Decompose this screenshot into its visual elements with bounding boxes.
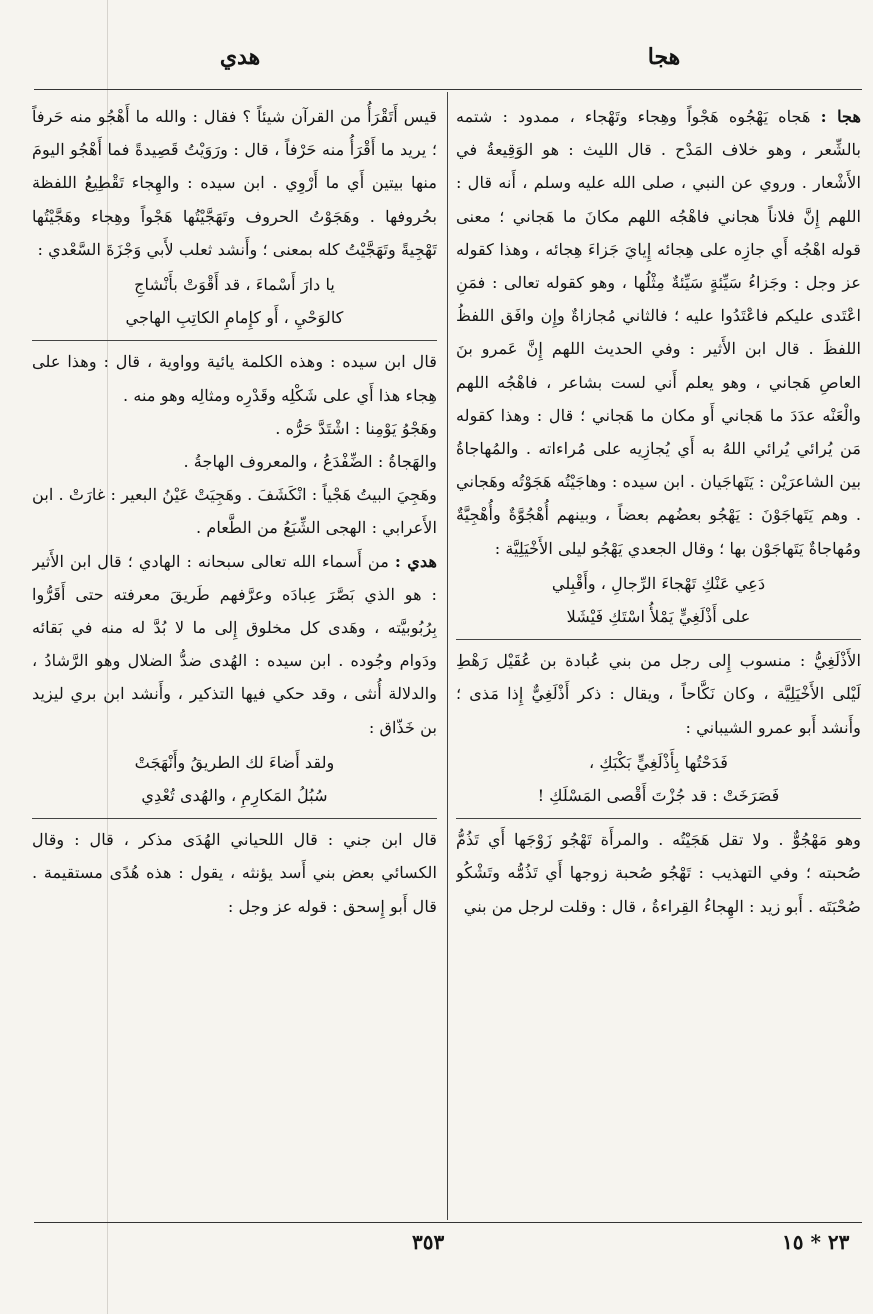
paragraph: وهو مَهْجُوٌّ . ولا تقل هَجَيْتُه . والمرأَة تَهْجُو زَوْجَها أَي تَذُمُّ صُحبته ؛ وفي التهذيب : تَهْجُو صُحبة زوجها أَي تَذُمُّه وتَشْكُو صُحْبَتَه . أَبو زيد : الهِجاءُ القِراءةُ ، قال : وقلت لرجل من بني: [456, 830, 861, 916]
entry-hdy-text: من أَسماء الله تعالى سبحانه : الهادي ؛ قال ابن الأَثير : هو الذي بَصَّرَ عِبادَه وعرَّفهم طَريقَ معرفته حتى أَقَرُّوا بِرُبُوبيَّته ، وهَدى كل مخلوق إِلى ما لا بُدَّ له منه في بَقائه ودَوام وجُوده . ابن سيده : الهُدى ضدُّ الضلال وهو الرَّشادُ ، والدلالة أُنثى ، وقد حكي فيها التذكير ، وأَنشد ابن بري ليزيد بن خَذّاق :: [32, 551, 437, 737]
header-guide-word-left: هدي: [219, 44, 261, 70]
column-divider: [447, 92, 448, 1220]
paragraph: الأَذْلَغِيُّ : منسوب إِلى رجل من بني عُبادة بن عُقَيْل رَهْطِ لَيْلى الأَخْيَلِيَّة ، وكان نَكَّاحاً ، ويقال : ذكر أَذْلَغِيٌّ إِذا مَذى ؛ وأَنشد أَبو عمرو الشيباني :: [456, 651, 861, 737]
section-rule: [32, 340, 437, 341]
top-rule: [34, 89, 862, 90]
printer-signature: ٢٣ * ١٥: [782, 1230, 850, 1254]
page-number: ٣٥٣: [412, 1230, 445, 1254]
entry-headword-hdy: هدي :: [394, 551, 437, 571]
entry-hja-text: هَجاه يَهْجُوه هَجْواً وهِجاء وتَهْجاء ، ممدود : شتمه بالشِّعر ، وهو خلاف المَدْح . قال الليث : هو الوَقِيعةُ في الأَشْعار . وروي عن النبي ، صلى الله عليه وسلم ، أَنه قال : اللهم إِنَّ فلاناً هجاني فاهْجُه اللهم مكانَ ما هَجاني ؛ معنى قوله اهْجُه أَي جازِه على هِجائه إِيايَ جَزاءَ هِجائه ، وهذا كقوله عز وجل : وجَزاءُ سَيِّئةٍ سَيِّئةٌ مِثْلُها ، وهو كقوله تعالى : فمَنِ اعْتَدى عليكم فاعْتَدُوا عليه ؛ فالثاني مُجازاةٌ وإِن وافَق اللفظُ اللفظَ . قال ابن الأَثير : وفي الحديث اللهم إِنَّ عَمرو بنَ العاصِ هَجاني ، وهو يعلم أَني لست بشاعر ، فاهْجُه اللهم والْعَنْه عدَدَ ما هَجاني أَو مكان ما هَجاني ؛ قال : وهذا كقوله مَن يُرائي يُرائي اللهُ به أَي يُجازِيه على مُراءاته . والمُهاجاةُ بين الشاعرَيْن : يَتَهاجَيان . ابن سيده : وهاجَيْتُه هَجَوْتُه وهَجاني . وهم يَتَهاجَوْنَ : يَهْجُو بعضُهم بعضاً ، وبينهم أُهْجُوَّةٌ وأُهْجِيَّةٌ ومُهاجاةٌ يَتَهاجَوْن بها ؛ وقال الجعدي يَهْجُو ليلى الأَخْيَلِيَّة :: [456, 107, 861, 558]
entry-hdy-paragraph: [32, 545, 437, 744]
section-rule: [456, 818, 861, 819]
verse-block: دَعِي عَنْكِ تَهْجاءَ الرِّجالِ ، وأَقْبِلي على أَذْلَغِيٍّ يَمْلأُ اسْتَكِ فَيْشَلا: [551, 573, 766, 627]
section-rule: [456, 639, 861, 640]
bottom-rule: [34, 1222, 862, 1223]
entry-hja-paragraph: [456, 100, 861, 565]
verse-block: يا دارَ أَسْماءَ ، قد أَقْوَتْ بأَنْشاجِ كالوَحْيِ ، أَو كإِمامِ الكاتِبِ الهاجي: [125, 275, 344, 328]
verse-block: فَدَحْتُها بِأَذْلَغِيٍّ بَكْبَكِ ، فَصَرَخَتْ : قد جُزْتَ أَقْصى المَسْلَكِ !: [537, 752, 780, 806]
left-column: [32, 100, 437, 1216]
paragraph: قال ابن سيده : وهذه الكلمة يائية وواوية ، قال : وهذا على هِجاء هذا أَي على شَكْلِه وقَدْرِه ومثالِه وهو منه . وهَجْوُ يَوْمِنا : اشْتَدَّ حَرُّه . والهَجاةُ : الضِّفْدَعُ ، والمعروف الهاجةُ . وهَجِيَ البيتُ هَجْياً : انْكَشَفَ . وهَجِيَتْ عَيْنُ البعير : غارَتْ . ابن الأَعرابي : الهجى الشِّبَعُ من الطَّعام .: [32, 352, 437, 538]
header-guide-word-right: هجا: [647, 44, 681, 70]
verse-block: ولقد أَضاءَ لك الطريقُ وأَنْهَجَتْ سُبُلُ المَكارِمِ ، والهُدى تُعْدِي: [134, 752, 335, 806]
paragraph: قيس أَتَقْرَأُ من القرآن شيئاً ؟ فقال : والله ما أَهْجُو منه حَرفاً ؛ يريد ما أَقْرَأُ منه حَرْفاً ، قال : ورَوَيْتُ قَصِيدةً فما أَهْجُو اليومَ منها بيتين أَي ما أَرْوِي . ابن سيده : والهِجاء تَقْطِيعُ اللفظة بحُروفها . وهَجَوْتُ الحروف وتَهَجَّيْتُها هَجْواً وهِجاء وهَجَّيْتُها تَهْجِيةً وتَهَجَّيْتُ كله بمعنى ؛ وأَنشد ثعلب لأَبي وَجْزَةَ السَّعْدي :: [32, 107, 437, 259]
right-column: [456, 100, 861, 1216]
section-rule: [32, 818, 437, 819]
paragraph: قال ابن جني : قال اللحياني الهُدَى مذكر ، قال : وقال الكسائي بعض بني أَسد يؤنثه ، يقول : هذه هُدًى مستقيمة . قال أَبو إِسحق : قوله عز وجل :: [32, 830, 437, 916]
entry-headword-hja: هجا :: [820, 107, 861, 126]
